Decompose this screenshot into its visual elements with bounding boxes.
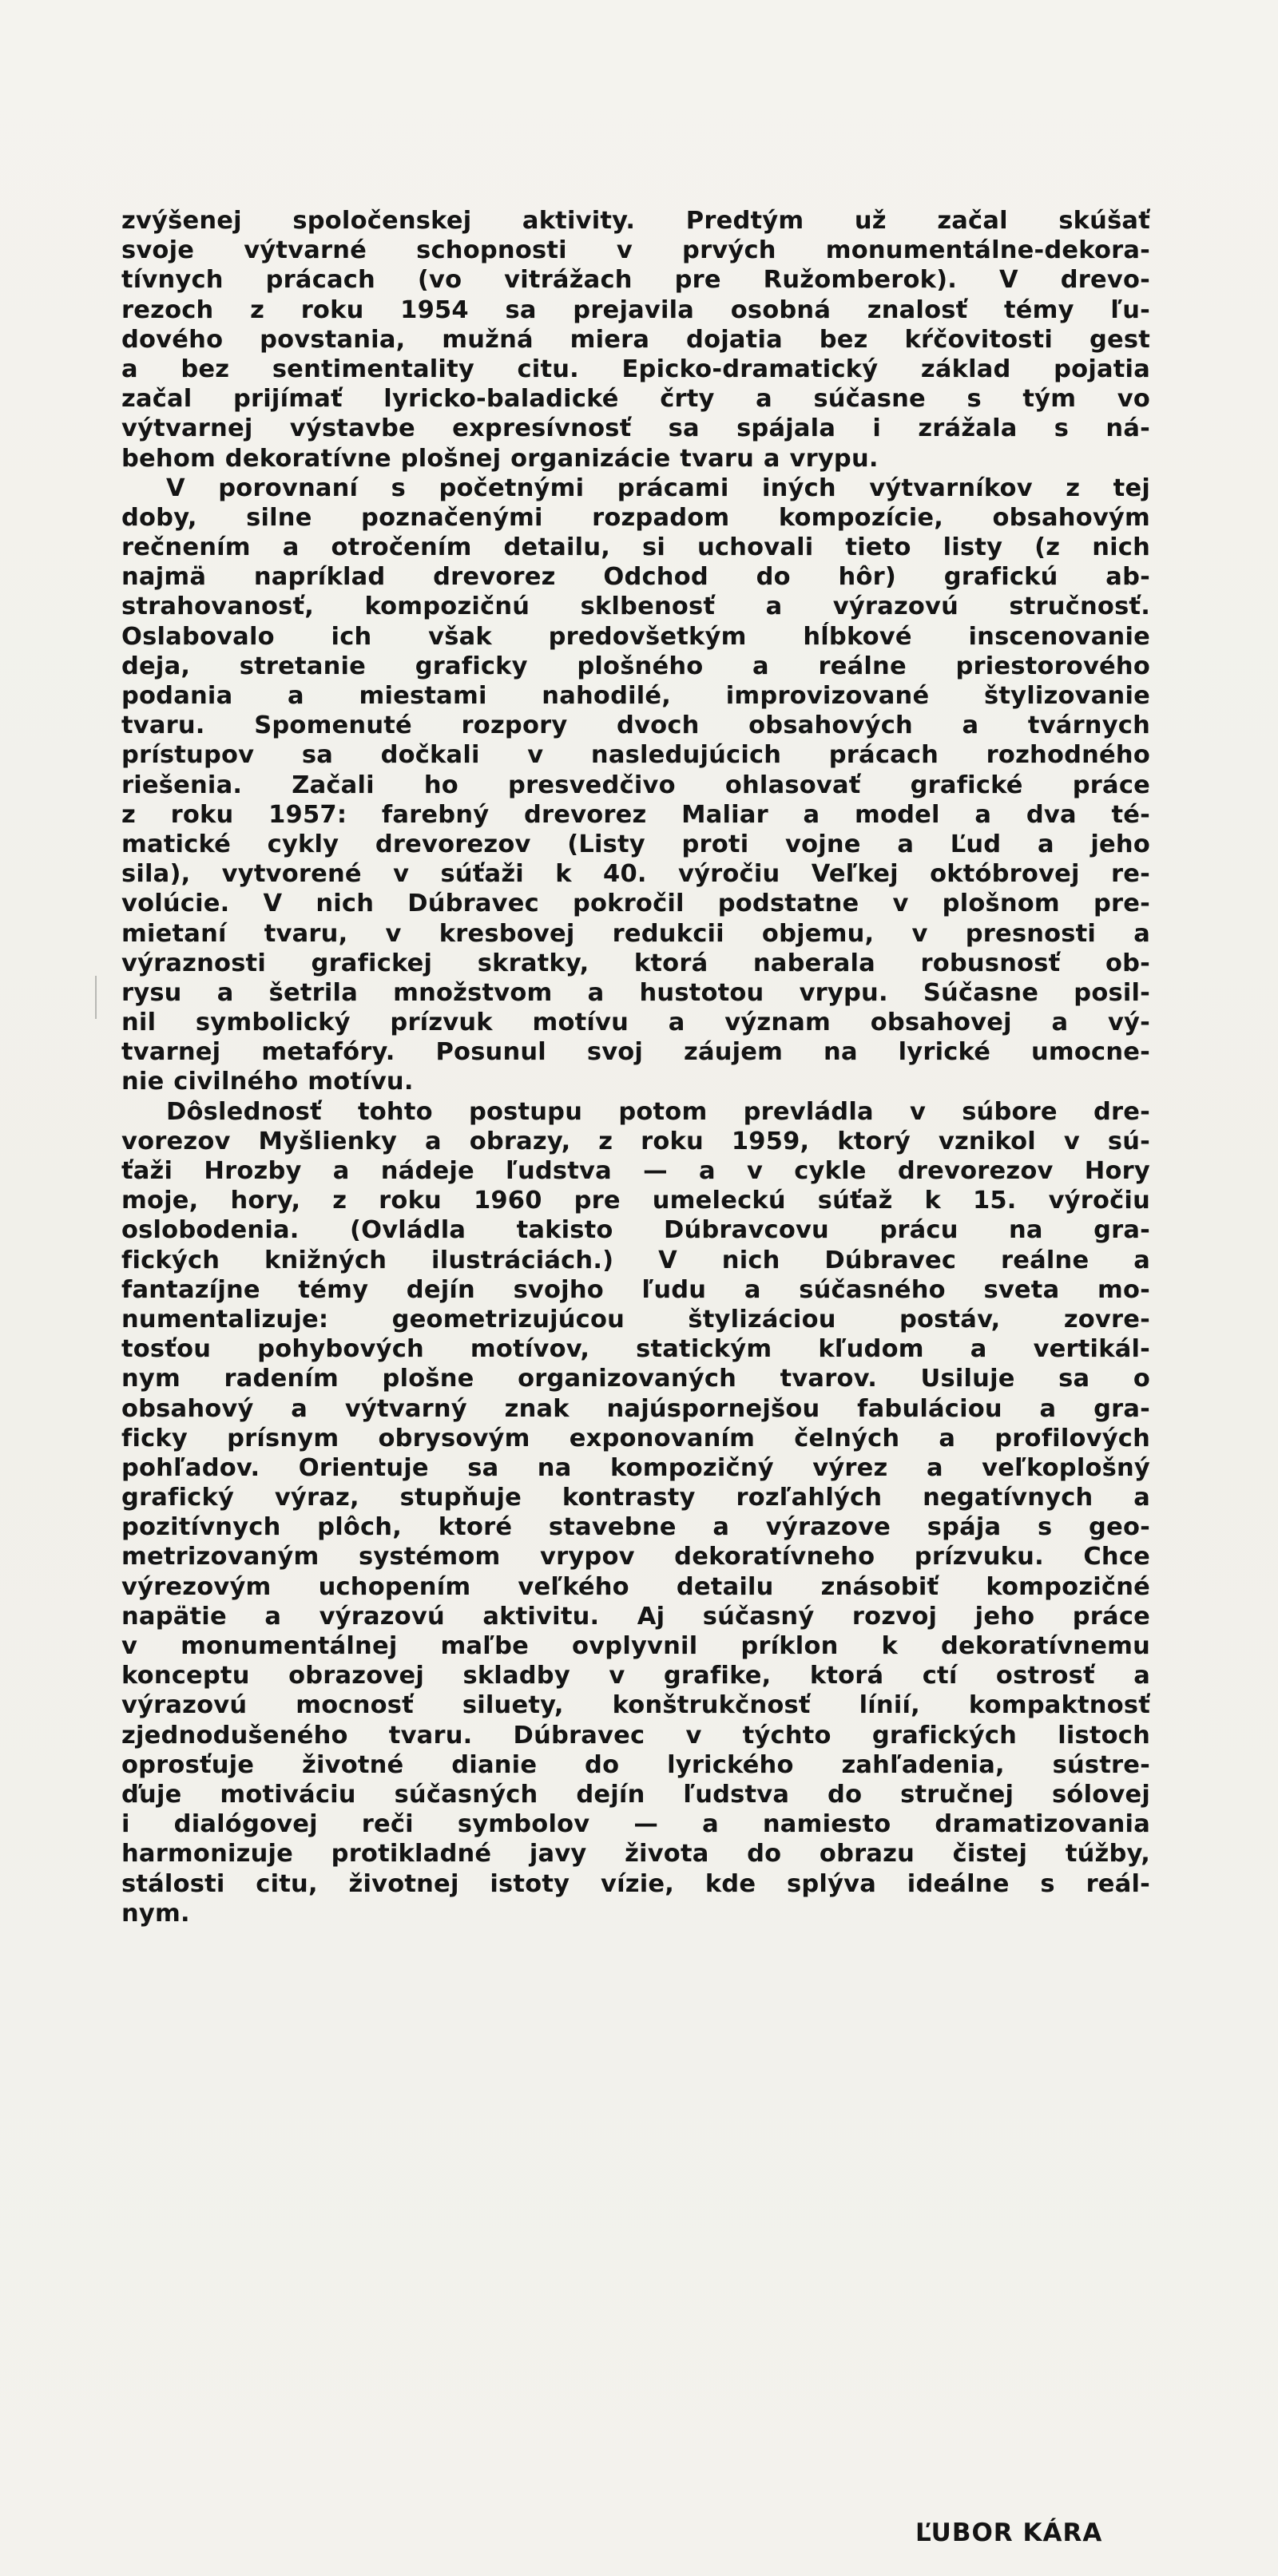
text-line: tosťou pohybových motívov, statickým kľudom a vertikál- bbox=[121, 1335, 1150, 1364]
text-line: Dôslednosť tohto postupu potom prevládla v súbore dre- bbox=[166, 1097, 1150, 1126]
text-line: svoje výtvarné schopnosti v prvých monumentálne-dekora- bbox=[121, 236, 1150, 265]
paragraph-1 bbox=[121, 206, 1150, 474]
text-line: metrizovaným systémom vrypov dekoratívneho prízvuku. Chce bbox=[121, 1543, 1150, 1571]
text-line: strahovanosť, kompozičnú sklbenosť a výrazovú stručnosť. bbox=[121, 592, 1150, 621]
text-line: harmonizuje protikladné javy života do obrazu čistej túžby, bbox=[121, 1840, 1150, 1869]
text-line: i dialógovej reči symbolov — a namiesto dramatizovania bbox=[121, 1810, 1150, 1839]
text-line: napätie a výrazovú aktivitu. Aj súčasný rozvoj jeho práce bbox=[121, 1602, 1150, 1631]
text-line: rysu a šetrila množstvom a hustotou vrypu. Súčasne posil- bbox=[121, 978, 1150, 1007]
text-line: doby, silne poznačenými rozpadom kompozície, obsahovým bbox=[121, 503, 1150, 532]
text-line: a bez sentimentality citu. Epicko-dramatický základ pojatia bbox=[121, 355, 1150, 383]
margin-mark bbox=[95, 976, 97, 1019]
text-line: stálosti citu, životnej istoty vízie, kde splýva ideálne s reál- bbox=[121, 1869, 1150, 1898]
text-line: nym radením plošne organizovaných tvarov. Usiluje sa o bbox=[121, 1365, 1150, 1393]
text-line: výrazovú mocnosť siluety, konštrukčnosť línií, kompaktnosť bbox=[121, 1691, 1150, 1720]
text-line: zjednodušeného tvaru. Dúbravec v týchto grafických listoch bbox=[121, 1721, 1150, 1750]
text-line: výtvarnej výstavbe expresívnosť sa spájala i zrážala s ná- bbox=[121, 414, 1150, 443]
text-line: výraznosti grafickej skratky, ktorá naberala robusnosť ob- bbox=[121, 949, 1150, 977]
text-line: nym. bbox=[121, 1899, 190, 1928]
paragraph-2 bbox=[121, 474, 1150, 1097]
text-line: deja, stretanie graficky plošného a reálne priestorového bbox=[121, 652, 1150, 680]
text-line: prístupov sa dočkali v nasledujúcich prácach rozhodného bbox=[121, 741, 1150, 770]
text-line: sila), vytvorené v súťaži k 40. výročiu Veľkej októbrovej re- bbox=[121, 860, 1150, 889]
text-line: matické cykly drevorezov (Listy proti vojne a Ľud a jeho bbox=[121, 830, 1150, 858]
text-line: numentalizuje: geometrizujúcou štylizáciou postáv, zovre- bbox=[121, 1305, 1150, 1334]
body-text bbox=[121, 206, 1150, 1928]
text-line: tvaru. Spomenuté rozpory dvoch obsahových a tvárnych bbox=[121, 711, 1150, 740]
text-line: moje, hory, z roku 1960 pre umeleckú súťaž k 15. výročiu bbox=[121, 1187, 1150, 1215]
text-line: nie civilného motívu. bbox=[121, 1068, 414, 1096]
text-line: výrezovým uchopením veľkého detailu znásobiť kompozičné bbox=[121, 1572, 1150, 1601]
text-line: mietaní tvaru, v kresbovej redukcii objemu, v presnosti a bbox=[121, 919, 1150, 948]
text-line: fantazíjne témy dejín svojho ľudu a súčasného sveta mo- bbox=[121, 1275, 1150, 1304]
text-line: rečnením a otročením detailu, si uchovali tieto listy (z nich bbox=[121, 533, 1150, 562]
text-line: oslobodenia. (Ovládla takisto Dúbravcovu prácu na gra- bbox=[121, 1216, 1150, 1245]
text-line: V porovnaní s početnými prácami iných výtvarníkov z tej bbox=[166, 474, 1150, 502]
text-line: tvarnej metafóry. Posunul svoj záujem na lyrické umocne- bbox=[121, 1038, 1150, 1067]
paragraph-3 bbox=[121, 1097, 1150, 1928]
text-line: riešenia. Začali ho presvedčivo ohlasovať grafické práce bbox=[121, 771, 1150, 799]
text-line: nil symbolický prízvuk motívu a význam obsahovej a vý- bbox=[121, 1009, 1150, 1037]
text-line: podania a miestami nahodilé, improvizované štylizovanie bbox=[121, 682, 1150, 710]
text-line: ťaži Hrozby a nádeje ľudstva — a v cykle drevorezov Hory bbox=[121, 1157, 1150, 1185]
text-line: ďuje motiváciu súčasných dejín ľudstva do stručnej sólovej bbox=[121, 1780, 1150, 1809]
text-line: pozitívnych plôch, ktoré stavebne a výrazove spája s geo- bbox=[121, 1513, 1150, 1542]
text-line: ficky prísnym obrysovým exponovaním čelných a profilových bbox=[121, 1424, 1150, 1452]
text-line: fických knižných ilustráciách.) V nich Dúbravec reálne a bbox=[121, 1246, 1150, 1274]
text-line: dového povstania, mužná miera dojatia bez kŕčovitosti gest bbox=[121, 325, 1150, 354]
text-line: začal prijímať lyricko-baladické črty a súčasne s tým vo bbox=[121, 385, 1150, 414]
author-signature: ĽUBOR KÁRA bbox=[915, 2519, 1103, 2547]
text-line: z roku 1957: farebný drevorez Maliar a model a dva té- bbox=[121, 800, 1150, 829]
text-line: v monumentálnej maľbe ovplyvnil príklon k dekoratívnemu bbox=[121, 1632, 1150, 1660]
text-line: konceptu obrazovej skladby v grafike, ktorá ctí ostrosť a bbox=[121, 1662, 1150, 1690]
text-line: pohľadov. Orientuje sa na kompozičný výrez a veľkoplošný bbox=[121, 1453, 1150, 1482]
text-line: obsahový a výtvarný znak najúspornejšou fabuláciou a gra- bbox=[121, 1394, 1150, 1423]
text-line: volúcie. V nich Dúbravec pokročil podstatne v plošnom pre- bbox=[121, 890, 1150, 918]
text-line: oprosťuje životné dianie do lyrického zahľadenia, sústre- bbox=[121, 1750, 1150, 1779]
text-line: zvýšenej spoločenskej aktivity. Predtým už začal skúšať bbox=[121, 207, 1150, 235]
text-line: grafický výraz, stupňuje kontrasty rozľahlých negatívnych a bbox=[121, 1484, 1150, 1512]
text-line: rezoch z roku 1954 sa prejavila osobná znalosť témy ľu- bbox=[121, 295, 1150, 324]
text-line: tívnych prácach (vo vitrážach pre Ružomberok). V drevo- bbox=[121, 266, 1150, 295]
text-line: Oslabovalo ich však predovšetkým hĺbkové inscenovanie bbox=[121, 622, 1150, 651]
text-line: vorezov Myšlienky a obrazy, z roku 1959, ktorý vznikol v sú- bbox=[121, 1127, 1150, 1155]
text-line: behom dekoratívne plošnej organizácie tvaru a vrypu. bbox=[121, 444, 879, 473]
text-line: najmä napríklad drevorez Odchod do hôr) grafickú ab- bbox=[121, 563, 1150, 592]
